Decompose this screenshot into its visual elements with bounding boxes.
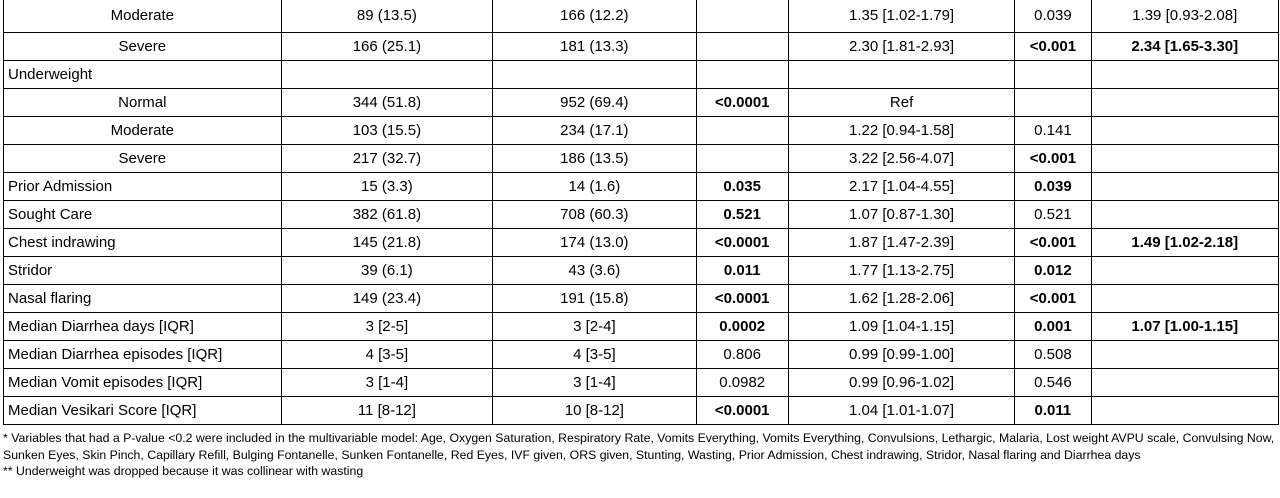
cell-count-group-2: 3 [2-4]: [493, 313, 696, 341]
cell-count-group-2: 191 (15.8): [493, 285, 696, 313]
cell-odds-ratio: 1.09 [1.04-1.15]: [788, 313, 1015, 341]
cell-count-group-2: 234 (17.1): [493, 117, 696, 145]
cell-odds-ratio: 1.07 [0.87-1.30]: [788, 201, 1015, 229]
cell-adjusted-odds-ratio: [1091, 173, 1279, 201]
footnote-underweight: ** Underweight was dropped because it was collinear with wasting: [3, 464, 364, 478]
cell-odds-ratio: 1.35 [1.02-1.79]: [788, 0, 1015, 33]
cell-adjusted-odds-ratio: [1091, 61, 1279, 89]
cell-p-value: <0.0001: [696, 285, 788, 313]
table-row: [4, 61, 1279, 89]
cell-p-value: [696, 33, 788, 61]
cell-odds-ratio: 0.99 [0.96-1.02]: [788, 369, 1015, 397]
cell-adjusted-odds-ratio: 2.34 [1.65-3.30]: [1091, 33, 1279, 61]
cell-adjusted-odds-ratio: [1091, 369, 1279, 397]
cell-p-value: [696, 61, 788, 89]
cell-or-p-value: <0.001: [1015, 229, 1091, 257]
cell-or-p-value: [1015, 61, 1091, 89]
cell-odds-ratio: 1.04 [1.01-1.07]: [788, 397, 1015, 425]
row-label: Severe: [4, 145, 282, 173]
row-label: Median Vesikari Score [IQR]: [4, 397, 282, 425]
footnote-multivariable: * Variables that had a P-value <0.2 were included in the multivariable model: Age, Oxygen Saturation, Respiratory Rate, Vomits Everything, Vomits Everything, Convulsions, Lethargic, Malaria, Lost weight AVPU scale, Convulsing Now, Sunken Eyes, Skin Pinch, Capillary Refill, Bulging Fontanelle, Sunken Fontanelle, Red Eyes, IVF given, ORS given, Stunting, Wasting, Prior Admission, Chest indrawing, Stridor, Nasal flaring and Diarrhea days: [3, 431, 1275, 462]
cell-adjusted-odds-ratio: [1091, 285, 1279, 313]
cell-count-group-1: 15 (3.3): [281, 173, 492, 201]
cell-p-value: [696, 117, 788, 145]
cell-or-p-value: 0.011: [1015, 397, 1091, 425]
row-label: Chest indrawing: [4, 229, 282, 257]
cell-odds-ratio: 0.99 [0.99-1.00]: [788, 341, 1015, 369]
row-label: Nasal flaring: [4, 285, 282, 313]
cell-count-group-2: 952 (69.4): [493, 89, 696, 117]
cell-count-group-1: 145 (21.8): [281, 229, 492, 257]
cell-p-value: 0.806: [696, 341, 788, 369]
cell-count-group-1: 39 (6.1): [281, 257, 492, 285]
table-row: [4, 285, 1279, 313]
row-label: Median Vomit episodes [IQR]: [4, 369, 282, 397]
cell-adjusted-odds-ratio: 1.39 [0.93-2.08]: [1091, 0, 1279, 33]
cell-adjusted-odds-ratio: 1.07 [1.00-1.15]: [1091, 313, 1279, 341]
cell-count-group-2: 14 (1.6): [493, 173, 696, 201]
cell-odds-ratio: 1.77 [1.13-2.75]: [788, 257, 1015, 285]
cell-p-value: <0.0001: [696, 397, 788, 425]
cell-or-p-value: 0.546: [1015, 369, 1091, 397]
row-label: Moderate: [4, 0, 282, 33]
cell-or-p-value: 0.001: [1015, 313, 1091, 341]
cell-count-group-2: 3 [1-4]: [493, 369, 696, 397]
table-row: [4, 173, 1279, 201]
row-label: Moderate: [4, 117, 282, 145]
cell-p-value: <0.0001: [696, 89, 788, 117]
table-row: [4, 89, 1279, 117]
cell-or-p-value: 0.039: [1015, 0, 1091, 33]
cell-odds-ratio: 1.22 [0.94-1.58]: [788, 117, 1015, 145]
cell-count-group-2: 166 (12.2): [493, 0, 696, 33]
results-table: [3, 0, 1279, 425]
cell-count-group-1: 166 (25.1): [281, 33, 492, 61]
cell-adjusted-odds-ratio: [1091, 341, 1279, 369]
cell-count-group-2: 10 [8-12]: [493, 397, 696, 425]
cell-count-group-1: 89 (13.5): [281, 0, 492, 33]
table-row: [4, 257, 1279, 285]
cell-count-group-1: 382 (61.8): [281, 201, 492, 229]
row-label: Sought Care: [4, 201, 282, 229]
cell-p-value: 0.521: [696, 201, 788, 229]
table-row: [4, 313, 1279, 341]
cell-count-group-1: 149 (23.4): [281, 285, 492, 313]
cell-count-group-1: 103 (15.5): [281, 117, 492, 145]
cell-odds-ratio: 1.62 [1.28-2.06]: [788, 285, 1015, 313]
cell-count-group-1: 3 [2-5]: [281, 313, 492, 341]
row-label: Severe: [4, 33, 282, 61]
cell-adjusted-odds-ratio: [1091, 89, 1279, 117]
cell-p-value: 0.0982: [696, 369, 788, 397]
table-row: [4, 117, 1279, 145]
cell-odds-ratio: 2.17 [1.04-4.55]: [788, 173, 1015, 201]
table-row: [4, 201, 1279, 229]
row-label: Median Diarrhea episodes [IQR]: [4, 341, 282, 369]
cell-count-group-2: 174 (13.0): [493, 229, 696, 257]
cell-count-group-2: 43 (3.6): [493, 257, 696, 285]
cell-or-p-value: <0.001: [1015, 145, 1091, 173]
cell-count-group-1: 217 (32.7): [281, 145, 492, 173]
cell-or-p-value: 0.508: [1015, 341, 1091, 369]
cell-count-group-1: 344 (51.8): [281, 89, 492, 117]
cell-or-p-value: [1015, 89, 1091, 117]
table-row: [4, 229, 1279, 257]
table-row: [4, 397, 1279, 425]
cell-odds-ratio: Ref: [788, 89, 1015, 117]
cell-odds-ratio: 1.87 [1.47-2.39]: [788, 229, 1015, 257]
row-label: Normal: [4, 89, 282, 117]
cell-count-group-2: [493, 61, 696, 89]
table-body: [4, 0, 1279, 425]
cell-count-group-1: 11 [8-12]: [281, 397, 492, 425]
cell-adjusted-odds-ratio: [1091, 201, 1279, 229]
table-row: [4, 33, 1279, 61]
cell-odds-ratio: 3.22 [2.56-4.07]: [788, 145, 1015, 173]
cell-adjusted-odds-ratio: [1091, 145, 1279, 173]
table-row: [4, 145, 1279, 173]
cell-count-group-2: 708 (60.3): [493, 201, 696, 229]
cell-or-p-value: <0.001: [1015, 33, 1091, 61]
cell-p-value: 0.011: [696, 257, 788, 285]
cell-or-p-value: 0.012: [1015, 257, 1091, 285]
cell-adjusted-odds-ratio: [1091, 257, 1279, 285]
table-row: [4, 341, 1279, 369]
cell-odds-ratio: 2.30 [1.81-2.93]: [788, 33, 1015, 61]
cell-or-p-value: 0.039: [1015, 173, 1091, 201]
cell-p-value: 0.0002: [696, 313, 788, 341]
cell-p-value: 0.035: [696, 173, 788, 201]
cell-count-group-1: 4 [3-5]: [281, 341, 492, 369]
table-row: [4, 369, 1279, 397]
cell-count-group-1: 3 [1-4]: [281, 369, 492, 397]
row-label: Median Diarrhea days [IQR]: [4, 313, 282, 341]
cell-adjusted-odds-ratio: [1091, 397, 1279, 425]
cell-count-group-1: [281, 61, 492, 89]
table-row: [4, 0, 1279, 33]
row-label: Prior Admission: [4, 173, 282, 201]
cell-or-p-value: 0.141: [1015, 117, 1091, 145]
cell-p-value: <0.0001: [696, 229, 788, 257]
cell-odds-ratio: [788, 61, 1015, 89]
cell-or-p-value: 0.521: [1015, 201, 1091, 229]
row-label: Underweight: [4, 61, 282, 89]
cell-adjusted-odds-ratio: 1.49 [1.02-2.18]: [1091, 229, 1279, 257]
cell-adjusted-odds-ratio: [1091, 117, 1279, 145]
cell-count-group-2: 186 (13.5): [493, 145, 696, 173]
cell-p-value: [696, 0, 788, 33]
row-label: Stridor: [4, 257, 282, 285]
cell-or-p-value: <0.001: [1015, 285, 1091, 313]
footnotes: [3, 430, 1277, 480]
cell-count-group-2: 181 (13.3): [493, 33, 696, 61]
cell-count-group-2: 4 [3-5]: [493, 341, 696, 369]
cell-p-value: [696, 145, 788, 173]
